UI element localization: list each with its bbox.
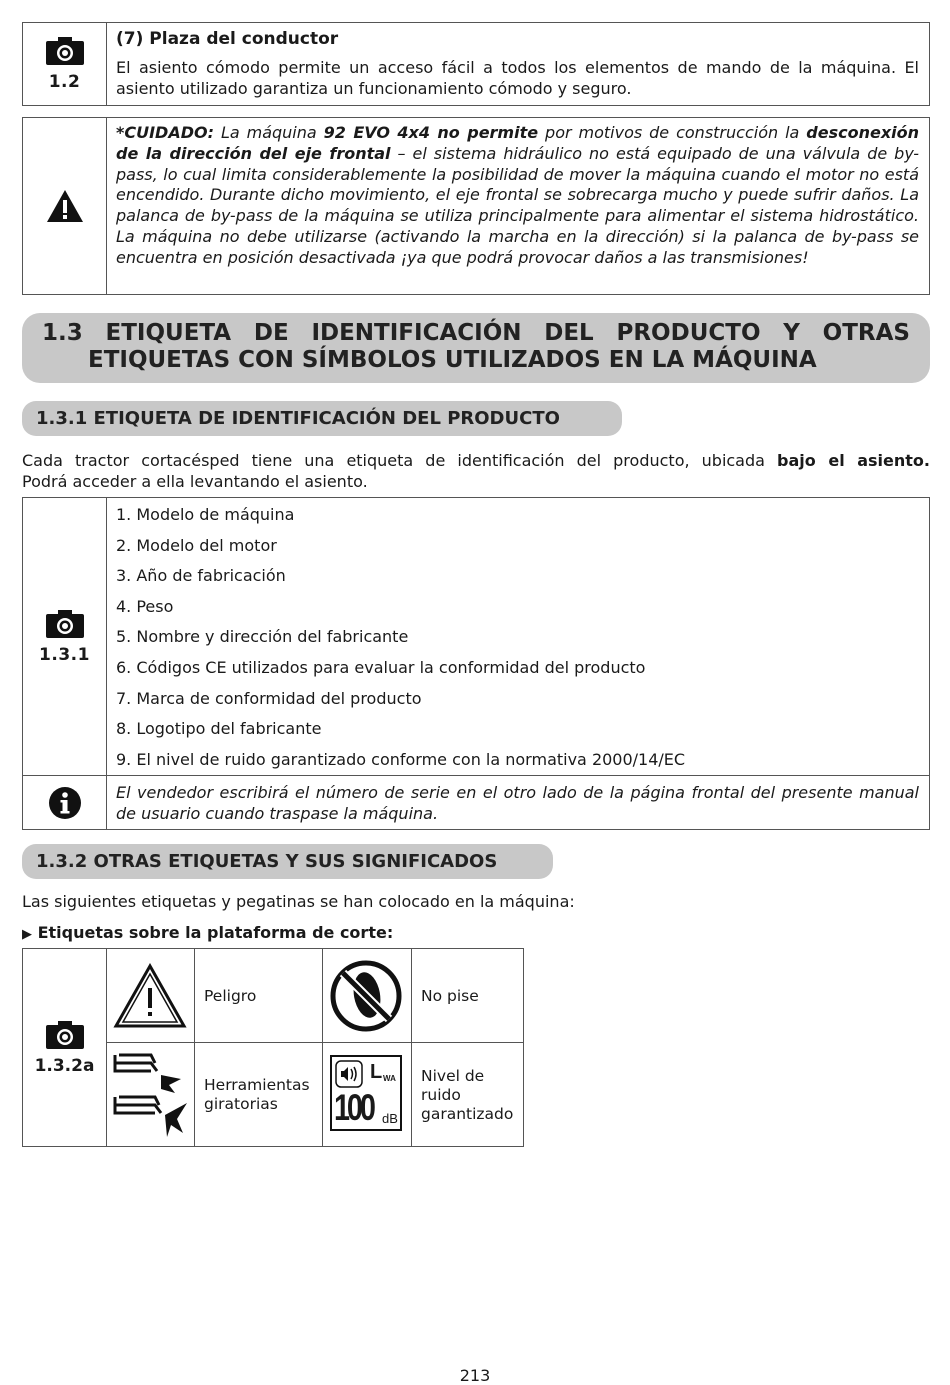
list-item: 4. Peso (116, 596, 174, 616)
label-noise-level: Nivel de ruido garantizado (421, 1067, 514, 1123)
section-heading-1-3-2: 1.3.2 OTRAS ETIQUETAS Y SUS SIGNIFICADOS (22, 844, 553, 879)
section-heading-1-3 (22, 313, 930, 383)
page-number: 213 (459, 1366, 491, 1385)
list-item: 5. Nombre y dirección del fabricante (116, 627, 409, 647)
model-name: 92 EVO 4x4 no permite (323, 123, 539, 142)
info-text: El vendedor escribirá el número de serie en el otro lado de la página frontal del presente manual de usuario cuando traspase la máquina. (116, 783, 919, 823)
section-heading-1-3-1: 1.3.1 ETIQUETA DE IDENTIFICACIÓN DEL PRODUCTO (22, 401, 622, 436)
list-item: 7. Marca de conformidad del producto (116, 688, 422, 708)
caution-box (22, 117, 930, 295)
warning-icon (46, 189, 84, 223)
intro-1-3-2: Las siguientes etiquetas y pegatinas se han colocado en la máquina: (22, 892, 575, 911)
rotating-blades-icon (111, 1049, 191, 1139)
noise-level-sign (330, 1055, 402, 1131)
label-danger: Peligro (204, 987, 257, 1005)
caution-label: *CUIDADO: (116, 123, 214, 142)
camera-icon (46, 36, 84, 66)
heading-line-1: 1.3 ETIQUETA DE IDENTIFICACIÓN DEL PRODUCTO Y OTRAS (42, 320, 910, 346)
list-item: 1. Modelo de máquina (116, 505, 295, 524)
icon-cell (23, 949, 106, 1146)
danger-triangle-icon (113, 963, 187, 1029)
noise-subscript: WA (383, 1074, 396, 1083)
identification-label-box (22, 497, 930, 830)
intro-1-3-1: Cada tractor cortacésped tiene una etiqueta de identificación del producto, ubicada bajo el asiento. Podrá acceder a ella levantando el asiento. (22, 451, 931, 491)
icon-cell (23, 498, 107, 775)
label-item-list (116, 500, 919, 775)
label-rotating-tools: Herramientas giratorias (204, 1076, 310, 1113)
box-title: (7) Plaza del conductor (116, 29, 339, 49)
box-driver-seat (22, 22, 930, 106)
noise-value: 100 (334, 1087, 373, 1128)
labels-table (22, 948, 524, 1147)
figure-code: 1.3.1 (39, 644, 90, 665)
camera-icon (46, 609, 84, 639)
icon-cell (23, 23, 107, 105)
subheading-cutting-deck: ▶ Etiquetas sobre la plataforma de corte: (22, 923, 394, 942)
list-item: 9. El nivel de ruido garantizado conforme con la normativa 2000/14/EC (116, 749, 686, 769)
no-step-icon (329, 959, 403, 1033)
list-item: 8. Logotipo del fabricante (116, 719, 322, 739)
heading-line-2: ETIQUETAS CON SÍMBOLOS UTILIZADOS EN LA MÁQUINA (88, 347, 817, 373)
triangle-bullet-icon: ▶ (22, 927, 32, 942)
list-item: 6. Códigos CE utilizados para evaluar la conformidad del producto (116, 657, 646, 677)
figure-code: 1.3.2a (34, 1055, 95, 1076)
label-no-step: No pise (421, 987, 479, 1005)
icon-cell (23, 118, 107, 294)
camera-icon (46, 1020, 84, 1050)
speaker-icon (335, 1060, 365, 1088)
figure-code: 1.2 (48, 72, 81, 92)
noise-symbol: L (370, 1061, 383, 1083)
list-item: 3. Año de fabricación (116, 566, 286, 586)
list-item: 2. Modelo del motor (116, 535, 277, 555)
box-text: El asiento cómodo permite un acceso fácil a todos los elementos de mando de la máquina. El asiento utilizado garantiza un funcionamiento cómodo y seguro. (116, 58, 919, 98)
icon-cell (23, 776, 107, 829)
noise-unit: dB (382, 1111, 398, 1126)
info-icon (48, 786, 82, 820)
caution-text: *CUIDADO: La máquina 92 EVO 4x4 no permite por motivos de construcción la desconexión de la dirección del eje frontal – el sistema hidráulico no está equipado de una válvula de by-pass, lo cual limita considerablemente la posibilidad de mover la máquina cuando el motor no está encendido. Durante dicho movimiento, el eje frontal se sobrecarga mucho y puede sufrir daños. La palanca de by-pass de la máquina se utiliza principalmente para alimentar el sistema hidrostático. La máquina no debe utilizarse (activando la marcha en la dirección) si la palanca de by-pass se encuentra en posición desactivada ¡ya que podrá provocar daños a las transmisiones! (116, 123, 920, 267)
